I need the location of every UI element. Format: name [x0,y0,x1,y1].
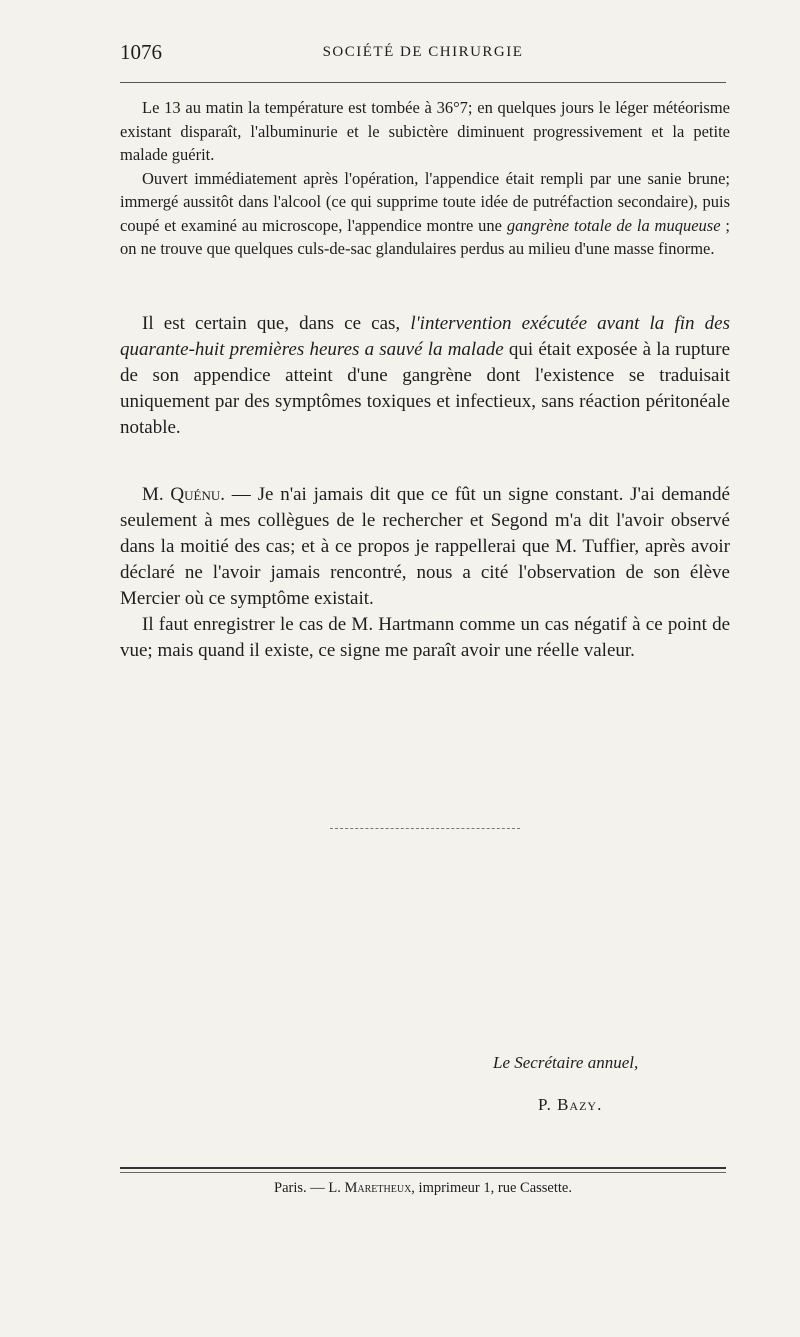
italic-run: gangrène totale de la muqueuse [506,215,721,235]
signature-title: Le Secrétaire annuel, [493,1053,639,1072]
text-run: ; on ne trouve que quelques culs-de-sac glandulaires perdus au milieu d'une masse finorme. [120,215,730,258]
conclusion-text [120,311,730,441]
paragraph-appendix-exam [120,167,730,261]
footer-rule-thin [120,1172,726,1173]
text-run: — Je n'ai jamais dit que ce fût un signe constant. J'ai demandé seulement à mes collègues de le rechercher et Segond m'a dit l'avoir observé dans la moitié des cas; et à ce propos je rappellerai que M. Tuffier, après avoir déclaré ne l'avoir jamais rencontré, nous a cité l'observation de son élève Mercier où ce symptôme existait. [120,484,730,609]
paragraph-hartmann-case: Il faut enregistrer le cas de M. Hartmann comme un cas négatif à ce point de vue; mais quand il existe, ce signe me paraît avoir une réelle valeur. [120,614,730,661]
signature-name-text: P. Bazy. [538,1095,603,1114]
discussion-text [120,482,730,664]
imprint-printer: Maretheux [344,1180,412,1196]
header-rule [120,82,726,83]
page-number: 1076 [120,40,162,64]
paragraph-conclusion [120,311,730,441]
printer-imprint [120,1180,726,1197]
section-separator [330,828,520,829]
text-run: qui était exposée à la rupture de son appendice atteint d'une gangrène dont l'existence se traduisait uniquement par des symptômes toxiques et infectieux, sans réaction péritonéale notable. [120,339,731,438]
imprint-city: Paris. — L. [274,1180,345,1196]
paragraph-temperature: Le 13 au matin la température est tombée à 36°7; en quelques jours le léger météorisme existant disparaît, l'albuminurie et le subictère diminuent progressivement et la petite malade guérit. [120,98,730,164]
case-report-text [120,96,730,261]
speaker-name: M. Quénu. [142,484,226,505]
imprint-address: , imprimeur 1, rue Cassette. [411,1180,572,1196]
page-header [120,40,726,70]
text-run: Il est certain que, dans ce cas, [142,313,411,334]
signature-name [538,1095,738,1115]
paragraph-quenu-reply [120,482,730,612]
italic-run: l'intervention exécutée avant la fin des quarante-huit premières heures a sauvé la malade [120,313,730,360]
text-run: Ouvert immédiatement après l'opération, l'appendice était rempli par une sanie brune; immergé aussitôt dans l'alcool (ce qui supprime toute idée de putréfaction secondaire), puis coupé et examiné au microscope, l'appendice montre une [120,168,730,235]
running-title: SOCIÉTÉ DE CHIRURGIE [322,44,524,60]
footer-rule-thick [120,1167,726,1169]
